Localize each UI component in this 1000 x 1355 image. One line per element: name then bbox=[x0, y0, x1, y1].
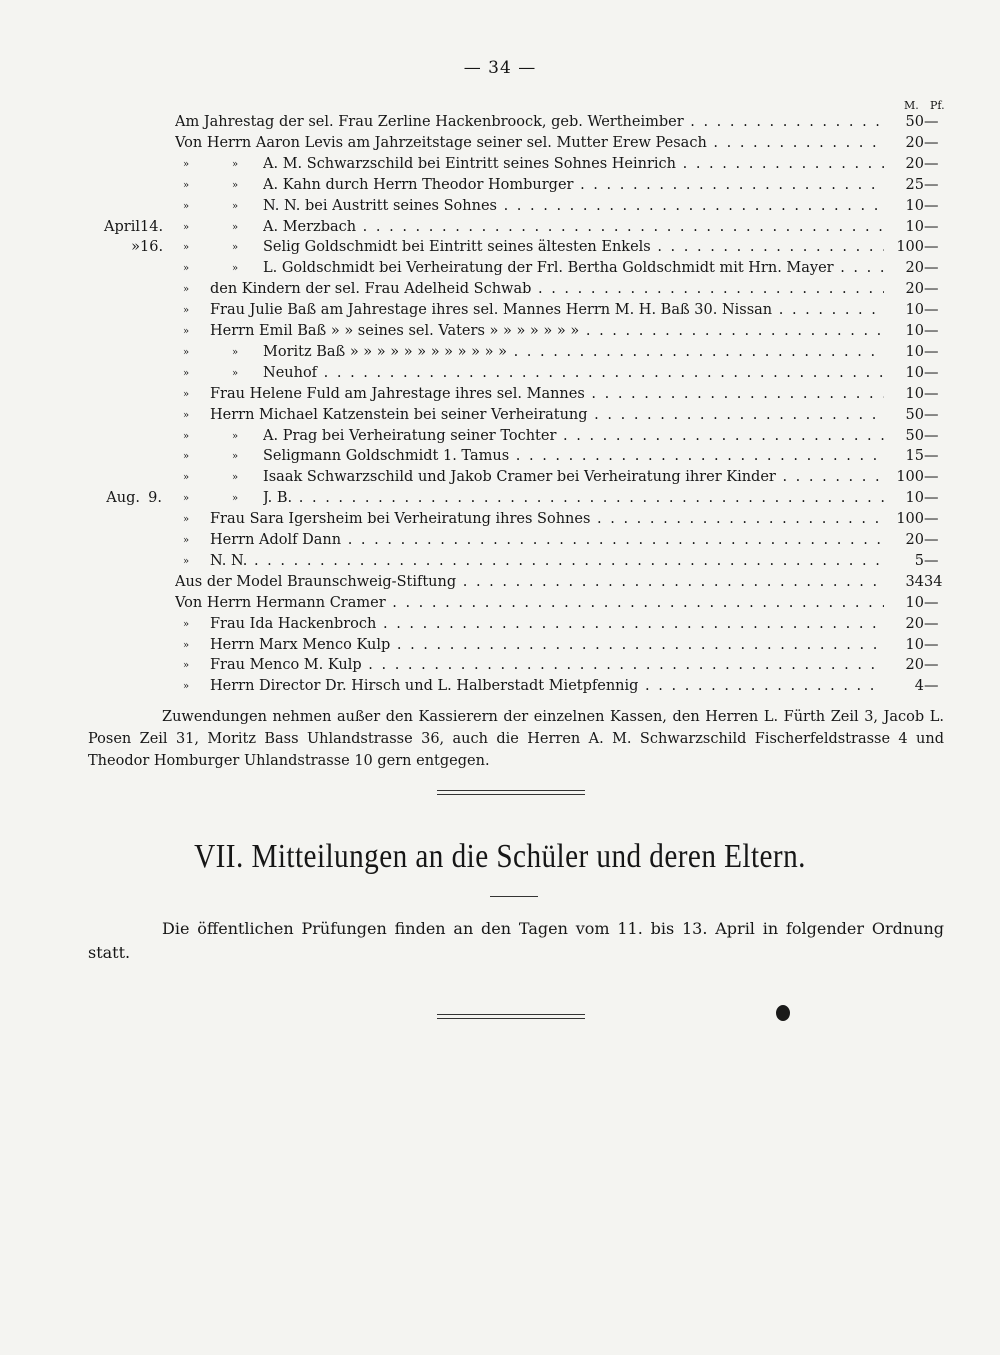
ledger-amount-mark: 20 bbox=[884, 530, 924, 551]
ledger-row bbox=[0, 112, 1000, 133]
ledger-entry-text: A. M. Schwarzschild bei Eintritt seines Sohnes Heinrich . . . bbox=[263, 154, 884, 175]
ledger-entry-text: Von Herrn Aaron Levis am Jahrzeitstage seiner sel. Mutter Erew Pesach . . . bbox=[175, 133, 884, 154]
ledger-amount-mark: 20 bbox=[884, 133, 924, 154]
ledger-entry-text: Selig Goldschmidt bei Eintritt seines ältesten Enkels . . . bbox=[263, 237, 884, 258]
ledger-entry-text: J. B. . . . bbox=[263, 488, 884, 509]
ledger-amount-mark: 20 bbox=[884, 279, 924, 300]
ditto-mark: » bbox=[183, 451, 190, 463]
ditto-mark: » bbox=[183, 472, 190, 484]
ledger-row bbox=[0, 237, 1000, 258]
ledger-entry-text: Frau Sara Igersheim bei Verheiratung ihres Sohnes . . . bbox=[210, 509, 884, 530]
ledger-amount-mark: 20 bbox=[884, 655, 924, 676]
ledger-amount-pfennig: — bbox=[924, 636, 939, 653]
ledger-row bbox=[0, 300, 1000, 321]
ledger-amount-mark: 10 bbox=[884, 384, 924, 405]
ledger-date-month: Aug. bbox=[106, 490, 140, 507]
ledger-amount-pfennig: — bbox=[924, 490, 939, 507]
ledger-row bbox=[0, 342, 1000, 363]
ledger-row bbox=[0, 217, 1000, 238]
ledger-entry-text: Herrn Emil Baß » » seines sel. Vaters » » » » » » » . . . bbox=[210, 321, 884, 342]
ditto-mark: » bbox=[232, 472, 239, 484]
ledger-amount-pfennig: — bbox=[924, 239, 939, 256]
column-header-pfennig: Pf. bbox=[930, 99, 945, 112]
ledger-amount-pfennig: — bbox=[924, 281, 939, 298]
ledger-amount-mark: 25 bbox=[884, 175, 924, 196]
ledger-entry-text: Neuhof . . . bbox=[263, 363, 884, 384]
ledger-amount-mark: 20 bbox=[884, 614, 924, 635]
ditto-mark: » bbox=[232, 242, 239, 254]
ditto-mark: » bbox=[232, 158, 239, 170]
ditto-mark: » bbox=[183, 681, 190, 693]
ledger-row bbox=[0, 363, 1000, 384]
ledger-entry-text: Herrn Marx Menco Kulp . . . bbox=[210, 635, 884, 656]
ledger-amount-mark: 34 bbox=[884, 572, 924, 593]
ledger-entry-text: den Kindern der sel. Frau Adelheid Schwab . . . bbox=[210, 279, 884, 300]
ledger-amount-mark: 10 bbox=[884, 342, 924, 363]
ditto-mark: » bbox=[232, 493, 239, 505]
ledger-row bbox=[0, 133, 1000, 154]
ledger-amount-pfennig: — bbox=[924, 532, 939, 548]
ledger-entry-text: Moritz Baß » » » » » » » » » » » » . . . bbox=[263, 342, 884, 363]
ditto-mark: » bbox=[183, 514, 190, 526]
ditto-mark: » bbox=[183, 535, 190, 546]
ledger-entry-text: Herrn Adolf Dann . . . bbox=[210, 530, 884, 551]
ledger-date-month: » bbox=[131, 239, 140, 256]
ledger-entry-text: Frau Menco M. Kulp . . . bbox=[210, 655, 884, 676]
ledger-amount-mark: 10 bbox=[884, 363, 924, 384]
ledger-amount-mark: 4 bbox=[884, 676, 924, 697]
page-number: — 34 — bbox=[463, 58, 537, 78]
ledger-amount-pfennig: — bbox=[924, 448, 939, 465]
ditto-mark: » bbox=[232, 346, 239, 358]
ditto-mark: » bbox=[183, 284, 190, 296]
column-header-mark: M. bbox=[904, 99, 919, 112]
ditto-mark: » bbox=[183, 179, 190, 191]
ledger-row bbox=[0, 551, 1000, 572]
ledger-amount-pfennig: — bbox=[924, 511, 939, 528]
ditto-mark: » bbox=[183, 388, 190, 400]
ledger-entry-text: A. Kahn durch Herrn Theodor Homburger . . . bbox=[263, 175, 884, 196]
ditto-mark: » bbox=[232, 451, 239, 463]
ledger-amount-pfennig: — bbox=[924, 552, 939, 569]
ledger-amount-pfennig: — bbox=[924, 302, 939, 319]
ledger-date-day: 16. bbox=[140, 239, 164, 256]
ledger-entry-text: Aus der Model Braunschweig-Stiftung . . . bbox=[175, 572, 884, 593]
ledger-amount-pfennig: — bbox=[924, 114, 939, 130]
ledger-amount-mark: 100 bbox=[884, 237, 924, 258]
ledger-row bbox=[0, 426, 1000, 447]
ink-dot-ornament bbox=[776, 1005, 790, 1021]
ledger-entry-text: Seligmann Goldschmidt 1. Tamus . . . bbox=[263, 446, 884, 467]
ledger-amount-pfennig: — bbox=[924, 176, 939, 193]
ledger-amount-mark: 20 bbox=[884, 258, 924, 279]
ledger-amount-pfennig: — bbox=[924, 427, 939, 444]
ditto-mark: » bbox=[183, 555, 190, 567]
ledger-amount-mark: 10 bbox=[884, 196, 924, 217]
ledger-amount-mark: 5 bbox=[884, 551, 924, 572]
ledger-amount-mark: 10 bbox=[884, 300, 924, 321]
ledger-amount-mark: 10 bbox=[884, 593, 924, 614]
ledger-row bbox=[0, 175, 1000, 196]
ledger-amount-pfennig: — bbox=[924, 364, 939, 381]
ledger-entry-text: Herrn Michael Katzenstein bei seiner Verheiratung . . . bbox=[210, 405, 884, 426]
ledger-entry-text: Von Herrn Hermann Cramer . . . bbox=[175, 593, 884, 614]
ledger-row bbox=[0, 676, 1000, 697]
ledger-amount-mark: 50 bbox=[884, 112, 924, 133]
ditto-mark: » bbox=[183, 618, 190, 630]
ditto-mark: » bbox=[183, 639, 190, 651]
ledger-row bbox=[0, 467, 1000, 488]
ledger-amount-mark: 50 bbox=[884, 405, 924, 426]
ledger-row bbox=[0, 509, 1000, 530]
ditto-mark: » bbox=[183, 660, 190, 672]
ledger-entry-text: Herrn Director Dr. Hirsch und L. Halberstadt Mietpfennig . . . bbox=[210, 676, 884, 697]
ledger-amount-pfennig: — bbox=[924, 678, 939, 695]
ditto-mark: » bbox=[183, 221, 190, 233]
ledger-entry-text: Am Jahrestag der sel. Frau Zerline Hackenbroock, geb. Wertheimber . . . bbox=[175, 112, 884, 133]
ledger-amount-mark: 100 bbox=[884, 467, 924, 488]
ledger-entry-text: Isaak Schwarzschild und Jakob Cramer bei Verheiratung ihrer Kinder . . . bbox=[263, 467, 884, 488]
ditto-mark: » bbox=[183, 346, 190, 358]
donation-note: Zuwendungen nehmen außer den Kassierern der einzelnen Kassen, den Herren L. Fürth Zeil 3, Jacob L. Posen Zeil 31, Moritz Bass Uhlandstrasse 36, auch die Herren A. M. Schwarzschild Fischerfeldstrasse 4 und Theodor Homburger Uhlandstrasse 10 gern entgegen. bbox=[88, 709, 944, 769]
ledger-amount-mark: 10 bbox=[884, 217, 924, 238]
ditto-mark: » bbox=[183, 326, 190, 337]
ledger-row bbox=[0, 196, 1000, 217]
ditto-mark: » bbox=[183, 305, 190, 317]
ledger-row bbox=[0, 405, 1000, 426]
ledger-row bbox=[0, 258, 1000, 279]
ditto-mark: » bbox=[183, 430, 190, 442]
ledger-entry-text: N. N. . . . bbox=[210, 551, 884, 572]
ledger-amount-pfennig: — bbox=[924, 134, 939, 151]
ledger-row bbox=[0, 614, 1000, 635]
ditto-mark: » bbox=[183, 263, 190, 275]
ledger-entry-text: Frau Ida Hackenbroch . . . bbox=[210, 614, 884, 635]
ledger-row bbox=[0, 154, 1000, 175]
ledger-row bbox=[0, 488, 1000, 509]
ditto-mark: » bbox=[183, 242, 190, 254]
ledger-entry-text: N. N. bei Austritt seines Sohnes . . . bbox=[263, 196, 884, 217]
ledger-amount-mark: 20 bbox=[884, 154, 924, 175]
ledger-amount-pfennig: — bbox=[924, 594, 939, 611]
ledger-amount-mark: 15 bbox=[884, 446, 924, 467]
ledger-entry-text: Frau Julie Baß am Jahrestage ihres sel. Mannes Herrn M. H. Baß 30. Nissan . . . bbox=[210, 300, 884, 321]
intro-paragraph: Die öffentlichen Prüfungen finden an den Tagen vom 11. bis 13. April in folgender Ordnung statt. bbox=[88, 919, 944, 962]
ledger-amount-pfennig: 34 bbox=[924, 573, 943, 590]
ledger-amount-pfennig: — bbox=[924, 343, 939, 360]
ledger-date-month: April bbox=[104, 218, 140, 235]
ledger-amount-pfennig: — bbox=[924, 657, 939, 674]
ditto-mark: » bbox=[183, 158, 190, 170]
ditto-mark: » bbox=[232, 430, 239, 442]
ledger-amount-pfennig: — bbox=[924, 260, 939, 277]
ledger-date-day: 14. bbox=[140, 218, 164, 235]
ledger-row bbox=[0, 635, 1000, 656]
ledger-entry-text: A. Prag bei Verheiratung seiner Tochter . . . bbox=[263, 426, 884, 447]
section-title: VII. Mitteilungen an die Schüler und deren Eltern. bbox=[194, 838, 806, 875]
ledger-amount-mark: 10 bbox=[884, 321, 924, 342]
ledger-row bbox=[0, 655, 1000, 676]
ledger-amount-mark: 100 bbox=[884, 509, 924, 530]
ledger-row bbox=[0, 321, 1000, 342]
ledger-amount-pfennig: — bbox=[924, 469, 939, 486]
ledger-amount-pfennig: — bbox=[924, 197, 939, 214]
ledger-amount-mark: 10 bbox=[884, 635, 924, 656]
ditto-mark: » bbox=[183, 200, 190, 212]
ledger-entry-text: A. Merzbach . . . bbox=[263, 217, 884, 238]
ditto-mark: » bbox=[232, 367, 239, 379]
ditto-mark: » bbox=[183, 409, 190, 421]
ditto-mark: » bbox=[232, 221, 239, 233]
ledger-amount-pfennig: — bbox=[924, 385, 939, 402]
ditto-mark: » bbox=[232, 200, 239, 212]
divider-rule bbox=[437, 790, 585, 795]
divider-rule-bottom bbox=[437, 1014, 585, 1019]
ledger-row bbox=[0, 593, 1000, 614]
ledger-date-day: 9. bbox=[148, 490, 162, 507]
ditto-mark: » bbox=[183, 493, 190, 505]
ditto-mark: » bbox=[183, 367, 190, 379]
ledger-row bbox=[0, 384, 1000, 405]
ledger-row bbox=[0, 572, 1000, 593]
ditto-mark: » bbox=[232, 263, 239, 275]
ledger-amount-mark: 50 bbox=[884, 426, 924, 447]
ledger-amount-pfennig: — bbox=[924, 323, 939, 339]
ledger-row bbox=[0, 530, 1000, 551]
ditto-mark: » bbox=[232, 179, 239, 191]
ledger-amount-mark: 10 bbox=[884, 488, 924, 509]
ledger-row bbox=[0, 279, 1000, 300]
ledger-amount-pfennig: — bbox=[924, 155, 939, 172]
ledger-entry-text: L. Goldschmidt bei Verheiratung der Frl. Bertha Goldschmidt mit Hrn. Mayer . . . bbox=[263, 258, 884, 279]
ledger-amount-pfennig: — bbox=[924, 218, 939, 235]
title-underline bbox=[490, 896, 538, 897]
ledger-amount-pfennig: — bbox=[924, 406, 939, 423]
ledger-amount-pfennig: — bbox=[924, 615, 939, 632]
ledger-entry-text: Frau Helene Fuld am Jahrestage ihres sel. Mannes . . . bbox=[210, 384, 884, 405]
ledger-row bbox=[0, 446, 1000, 467]
